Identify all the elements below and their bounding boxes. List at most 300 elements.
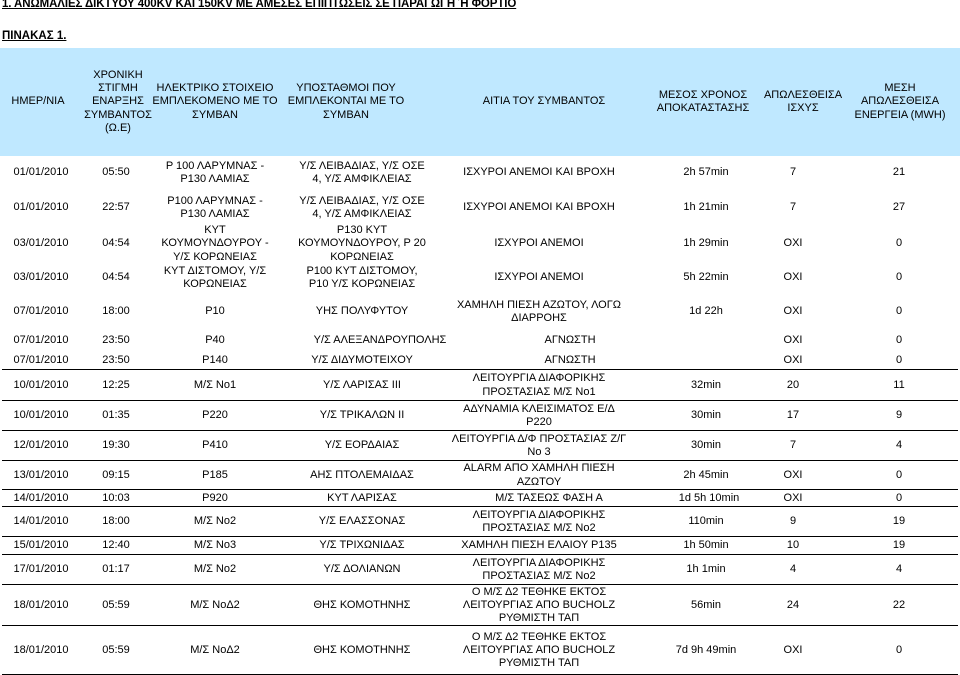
cell-line: Μ/Σ ΝοΔ2 [190,598,240,611]
cell-element [152,352,278,370]
cell-line: ΛΕΙΤΟΥΡΓΙΑΣ ΑΠΟ BUCHOLZ [462,643,616,656]
cell-energy [838,226,960,262]
cell-value: 03/01/2010 [13,237,69,250]
header-line: ΗΜΕΡ/ΝΙΑ [11,95,65,108]
cell-date [4,226,78,262]
cell-value: 4 [895,563,903,576]
cell-restore [664,585,748,626]
cell-line: Υ/Σ ΛΑΡΙΣΑΣ ΙΙΙ [323,378,401,391]
cell-value: 01:35 [102,409,130,422]
document-heading: 1. ΑΝΩΜΑΛΙΕΣ ΔΙΚΤΥΟΥ 400KV ΚΑΙ 150KV ΜΕ ΑΜΕΣΕΣ ΕΠΙΠΤΩΣΕΙΣ ΣΕ ΠΑΡΑΓΩΓΗ Ή ΦΟΡΤΙΟ [2,0,517,10]
cell-energy [838,352,960,370]
cell-cause [480,352,660,370]
cell-restore [664,226,748,262]
cell-power [748,156,838,190]
cell-value: 03/01/2010 [13,271,69,284]
cell-line: Ο Μ/Σ Δ2 ΤΕΘΗΚΕ ΕΚΤΟΣ [471,585,607,598]
cell-line: ΑΖΩΤΟΥ [516,475,562,488]
cell-value: 09:15 [102,468,130,481]
cell-value: 32min [691,378,721,391]
cell-value: 27 [892,201,906,214]
cell-value: 07/01/2010 [13,305,69,318]
cell-line: ΛΕΙΤΟΥΡΓΙΑ Δ/Φ ΠΡΟΣΤΑΣΙΑΣ Ζ/Γ [451,432,627,445]
header-line: ΑΠΟΚΑΤΑΣΤΑΣΗΣ [656,102,750,114]
header-line: ΣΥΜΒΑΝΤΟΣ [84,108,152,121]
cell-line: ΑΓΝΩΣΤΗ [544,354,596,367]
cell-power [748,330,838,352]
cell-line: ΘΗΣ ΚΟΜΟΤΗΝΗΣ [313,643,411,656]
cell-line: Υ/Σ ΤΡΙΚΑΛΩΝ ΙΙ [319,409,405,422]
cell-cause [444,190,634,226]
cell-line: Ρ 100 ΛΑΡΥΜΝΑΣ - [165,159,265,172]
cell-value: 19 [892,539,906,552]
cell-element [152,370,278,401]
cell-power [748,626,838,675]
cell-substations [280,156,444,190]
cell-line: ΚΟΥΜΟΥΝΔΟΥΡΟΥ - [161,237,269,250]
cell-line: Ρ410 [202,439,228,452]
cell-line: ΧΑΜΗΛΗ ΠΙΕΣΗ ΕΛΑΙΟΥ Ρ135 [461,539,617,552]
cell-power [748,226,838,262]
cell-line: Ρ185 [202,468,228,481]
cell-value: 110min [688,515,724,528]
cell-element [152,431,278,461]
cell-line: ΚΥΤ [204,224,226,237]
cell-line: ΠΡΟΣΤΑΣΙΑΣ Μ/Σ Νο2 [482,570,596,582]
cell-power [748,370,838,401]
header-line: ΙΣΧΥΣ [787,102,819,114]
cell-substations [280,226,444,262]
header-line: ΕΝΑΡΞΗΣ [92,95,144,108]
cell-power [748,461,838,490]
cell-cause [444,626,634,675]
cell-element [152,461,278,490]
cell-value: 18:00 [102,515,130,528]
cell-cause [444,537,634,555]
cell-substations [280,352,444,370]
cell-value: ΟΧΙ [783,643,803,656]
cell-value: 56min [691,598,721,611]
cell-value: 14/01/2010 [13,515,69,528]
cell-value: ΟΧΙ [783,354,803,367]
cell-power [748,507,838,537]
cell-power [748,537,838,555]
cell-value: 1h 29min [683,237,729,250]
cell-energy [838,330,960,352]
cell-restore [664,401,748,431]
cell-value: 10 [786,539,800,552]
cell-cause [444,490,654,507]
cell-value: 1d 5h 10min [678,491,740,504]
cell-line: Ρ130 ΛΑΜΙΑΣ [180,208,250,220]
cell-energy [838,190,960,226]
cell-time [80,294,152,330]
cell-power [748,262,838,294]
cell-substations [280,190,444,226]
cell-value: ΟΧΙ [783,334,803,347]
cell-value: 9 [789,515,797,528]
cell-line: Ρ100 ΛΑΡΥΜΝΑΣ - [167,194,263,207]
cell-line: 4, Υ/Σ ΑΜΦΙΚΛΕΙΑΣ [312,208,412,220]
cell-value: 12/01/2010 [13,439,69,452]
cell-element [152,294,278,330]
cell-energy [838,490,960,507]
cell-value: 07/01/2010 [13,354,69,367]
cell-substations [280,490,444,507]
cell-line: Ο Μ/Σ Δ2 ΤΕΘΗΚΕ ΕΚΤΟΣ [471,630,607,643]
cell-time [80,401,152,431]
cell-value: 07/01/2010 [13,334,69,347]
cell-cause [444,370,634,401]
cell-date [4,555,78,585]
cell-element [152,330,278,352]
cell-line: ΠΡΟΣΤΑΣΙΑΣ Μ/Σ Νο1 [482,385,596,398]
cell-date [4,490,78,507]
cell-cause [444,262,634,294]
cell-substations [280,401,444,431]
table-label: ΠΙΝΑΚΑΣ 1. [2,30,67,42]
cell-restore [664,370,748,401]
cell-power [748,190,838,226]
header-line: ΣΥΜΒΑΝ [323,108,369,121]
cell-value: ΟΧΙ [783,271,803,284]
cell-restore [664,190,748,226]
cell-time [80,226,152,262]
cell-value: 05:59 [102,643,130,656]
cell-element [152,401,278,431]
cell-substations [280,294,444,330]
cell-line: ALARM ΑΠΟ ΧΑΜΗΛΗ ΠΙΕΣΗ [463,462,615,475]
cell-date [4,190,78,226]
cell-line: ΡΥΘΜΙΣΤΗ ΤΑΠ [498,612,580,625]
cell-restore [664,537,748,555]
cell-line: ΚΥΤ ΔΙΣΤΟΜΟΥ, Υ/Σ [163,264,267,277]
cell-value: 20 [786,378,800,391]
header-line: ΣΥΜΒΑΝ [192,108,238,121]
cell-time [80,461,152,490]
cell-power [748,352,838,370]
cell-power [748,585,838,626]
cell-line: Ρ220 [202,409,228,422]
cell-cause [444,585,634,626]
cell-substations [280,262,444,294]
cell-restore [664,431,748,461]
cell-time [80,555,152,585]
header-line: ΗΛΕΚΤΡΙΚΟ ΣΤΟΙΧΕΙΟ [156,82,274,95]
cell-value: 7 [789,439,797,452]
cell-line: Υ/Σ ΕΛΑΣΣΟΝΑΣ [318,515,406,528]
cell-line: Μ/Σ ΝοΔ2 [190,643,240,656]
header-line: ΑΠΩΛΕΣΘΕΙΣΑ [763,88,843,101]
header-line: ΑΠΩΛΕΣΘΕΙΣΑ [860,95,940,108]
cell-date [4,626,78,675]
cell-substations [280,370,444,401]
cell-cause [444,226,634,262]
cell-restore [664,294,748,330]
cell-restore [664,262,748,294]
cell-value: 22 [892,598,906,611]
cell-line: Υ/Σ ΔΙΔΥΜΟΤΕΙΧΟΥ [311,354,413,367]
cell-value: 19:30 [102,439,130,452]
cell-line: Ρ10 Υ/Σ ΚΟΡΩΝΕΙΑΣ [308,278,416,290]
cell-line: Υ/Σ ΑΛΕΞΑΝΔΡΟΥΠΟΛΗΣ [313,334,447,347]
cell-value: 18/01/2010 [13,643,69,656]
cell-time [80,156,152,190]
cell-element [152,507,278,537]
cell-value: 0 [895,354,903,367]
cell-power [748,401,838,431]
cell-cause [444,555,634,585]
cell-substations [280,461,444,490]
cell-time [80,352,152,370]
cell-value: ΟΧΙ [783,305,803,318]
cell-line: ΥΗΣ ΠΟΛΥΦΥΤΟΥ [315,305,409,318]
cell-restore [664,330,748,352]
cell-line: ΑΔΥΝΑΜΙΑ ΚΛΕΙΣΙΜΑΤΟΣ Ε/Δ [463,402,615,415]
cell-value: 10/01/2010 [13,378,69,391]
cell-value: 10:03 [102,491,130,504]
cell-energy [838,537,960,555]
cell-line: Μ/Σ Νο1 [193,378,237,391]
cell-line: Ρ140 [202,354,228,367]
cell-value: 30min [691,439,721,452]
cell-date [4,585,78,626]
cell-substations [280,626,444,675]
cell-restore [664,507,748,537]
cell-line: ΑΓΝΩΣΤΗ [544,334,596,347]
cell-value: 23:50 [102,354,130,367]
cell-date [4,352,78,370]
header-line: ΥΠΟΣΤΑΘΜΟΙ ΠΟΥ [296,82,396,95]
cell-line: Υ/Σ ΛΕΙΒΑΔΙΑΣ, Υ/Σ ΟΣΕ [299,194,425,207]
cell-value: 01:17 [102,563,130,576]
cell-value: 1h 21min [683,201,729,214]
cell-date [4,537,78,555]
cell-date [4,431,78,461]
cell-substations [280,507,444,537]
cell-energy [838,294,960,330]
cell-element [152,156,278,190]
cell-date [4,370,78,401]
header-line: ΕΜΠΛΕΚΟΝΤΑΙ ΜΕ ΤΟ [287,95,405,108]
cell-energy [838,370,960,401]
cell-value: 24 [786,598,800,611]
cell-value: 19 [892,515,906,528]
cell-line: Υ/Σ ΕΟΡΔΑΙΑΣ [324,439,400,452]
cell-element [152,190,278,226]
cell-value: 13/01/2010 [13,468,69,481]
cell-line: Ρ130 ΛΑΜΙΑΣ [180,173,250,185]
cell-element [152,490,278,507]
cell-line: ΚΥΤ ΛΑΡΙΣΑΣ [327,491,397,504]
header-line: ΜΕΣΟΣ ΧΡΟΝΟΣ [658,88,748,101]
cell-restore [664,555,748,585]
cell-line: ΑΗΣ ΠΤΟΛΕΜΑΙΔΑΣ [310,468,414,481]
cell-date [4,156,78,190]
cell-energy [838,431,960,461]
cell-time [80,190,152,226]
header-line: ΧΡΟΝΙΚΗ [93,68,143,81]
cell-cause [444,294,634,330]
cell-substations [280,330,480,352]
cell-value: 05:50 [102,166,130,179]
cell-date [4,507,78,537]
cell-value: 12:25 [102,378,130,391]
cell-cause [444,156,634,190]
cell-line: ΔΙΑΡΡΟΗΣ [511,312,567,324]
cell-line: ΙΣΧΥΡΟΙ ΑΝΕΜΟΙ [494,237,584,250]
cell-line: ΚΟΥΜΟΥΝΔΟΥΡΟΥ, Ρ 20 [298,237,426,250]
cell-line: Μ/Σ Νο2 [193,563,237,576]
cell-date [4,330,78,352]
cell-time [80,262,152,294]
cell-value: 5h 22min [683,271,729,284]
cell-line: ΘΗΣ ΚΟΜΟΤΗΝΗΣ [313,598,411,611]
cell-power [748,555,838,585]
cell-value: 18:00 [102,305,130,318]
cell-cause [444,431,634,461]
cell-element [152,226,278,262]
cell-value: ΟΧΙ [783,491,803,504]
cell-value: 7 [789,201,797,214]
cell-date [4,461,78,490]
cell-cause [444,461,634,490]
cell-value: 14/01/2010 [13,491,69,504]
cell-value: 01/01/2010 [13,166,69,179]
cell-time [80,330,152,352]
cell-line: Ρ220 [526,416,552,428]
cell-element [152,537,278,555]
cell-value: 17 [786,409,800,422]
cell-cause [444,401,634,431]
cell-substations [280,555,444,585]
header-line: ΜΕΣΗ [884,82,916,95]
cell-line: Μ/Σ ΤΑΣΕΩΣ ΦΑΣΗ Α [495,491,603,504]
cell-line: ΛΕΙΤΟΥΡΓΙΑ ΔΙΑΦΟΡΙΚΗΣ [472,372,606,385]
cell-time [80,626,152,675]
header-line: ΣΤΙΓΜΗ [98,82,138,95]
header-line: (Ω.Ε) [105,121,131,134]
cell-energy [838,401,960,431]
cell-value: 2h 45min [683,468,729,481]
cell-restore [664,461,748,490]
header-line: ΑΙΤΙΑ ΤΟΥ ΣΥΜΒΑΝΤΟΣ [482,95,606,108]
cell-value: 9 [895,409,903,422]
cell-value: 1d 22h [689,305,723,318]
cell-line: Υ/Σ ΤΡΙΧΩΝΙΔΑΣ [319,539,405,552]
cell-value: 17/01/2010 [13,563,69,576]
cell-value: 4 [895,439,903,452]
cell-power [748,294,838,330]
cell-line: Μ/Σ Νο3 [193,539,237,552]
cell-value: 1h 1min [686,563,726,576]
cell-value: 22:57 [102,201,130,214]
cell-value: 30min [691,409,721,422]
cell-line: Ρ10 [205,305,225,318]
cell-value: 18/01/2010 [13,598,69,611]
cell-line: Μ/Σ Νο2 [193,515,237,528]
cell-value: 04:54 [102,237,130,250]
cell-value: 7 [789,166,797,179]
cell-line: ΙΣΧΥΡΟΙ ΑΝΕΜΟΙ ΚΑΙ ΒΡΟΧΗ [463,201,615,214]
cell-line: ΙΣΧΥΡΟΙ ΑΝΕΜΟΙ ΚΑΙ ΒΡΟΧΗ [463,166,615,179]
header-line: ΕΜΠΛΕΚΟΜΕΝΟ ΜΕ ΤΟ [152,95,278,108]
cell-time [80,431,152,461]
cell-line: Νο 3 [527,446,551,458]
cell-line: Ρ40 [205,334,225,347]
cell-time [80,370,152,401]
cell-value: 4 [789,563,797,576]
cell-line: ΚΟΡΩΝΕΙΑΣ [183,278,247,290]
cell-restore [664,156,748,190]
cell-energy [838,507,960,537]
cell-date [4,294,78,330]
cell-value: 15/01/2010 [13,539,69,552]
cell-date [4,401,78,431]
cell-time [80,585,152,626]
cell-line: ΡΥΘΜΙΣΤΗ ΤΑΠ [498,657,580,670]
cell-date [4,262,78,294]
cell-line: ΧΑΜΗΛΗ ΠΙΕΣΗ ΑΖΩΤΟΥ, ΛΟΓΩ [456,298,622,311]
cell-line: ΚΟΡΩΝΕΙΑΣ [330,250,394,263]
cell-value: 0 [895,305,903,318]
cell-line: Υ/Σ ΛΕΙΒΑΔΙΑΣ, Υ/Σ ΟΣΕ [299,159,425,172]
cell-substations [280,585,444,626]
cell-line: ΙΣΧΥΡΟΙ ΑΝΕΜΟΙ [494,271,584,284]
cell-energy [838,156,960,190]
cell-line: Ρ100 ΚΥΤ ΔΙΣΤΟΜΟΥ, [306,264,418,277]
cell-element [152,555,278,585]
cell-element [152,585,278,626]
cell-value: 05:59 [102,598,130,611]
cell-value: 0 [895,468,903,481]
cell-energy [838,626,960,675]
cell-time [80,507,152,537]
cell-value: ΟΧΙ [783,237,803,250]
cell-time [80,490,152,507]
cell-value: 23:50 [102,334,130,347]
cell-line: ΠΡΟΣΤΑΣΙΑΣ Μ/Σ Νο2 [482,522,596,534]
cell-value: 0 [895,643,903,656]
cell-energy [838,555,960,585]
cell-value: 11 [893,378,905,391]
cell-value: 0 [895,271,903,284]
cell-value: 1h 50min [683,539,729,552]
cell-line: Ρ920 [202,491,228,504]
cell-element [152,262,278,294]
cell-line: Υ/Σ ΔΟΛΙΑΝΩΝ [323,563,401,576]
cell-value: ΟΧΙ [783,468,803,481]
cell-restore [664,352,748,370]
cell-value: 10/01/2010 [13,409,69,422]
cell-restore [664,626,748,675]
cell-line: ΛΕΙΤΟΥΡΓΙΑ ΔΙΑΦΟΡΙΚΗΣ [472,556,606,569]
cell-power [748,431,838,461]
cell-substations [280,431,444,461]
cell-value: 0 [895,237,903,250]
cell-line: Υ/Σ ΚΟΡΩΝΕΙΑΣ [173,250,257,263]
cell-substations [280,537,444,555]
cell-line: Ρ130 ΚΥΤ [336,224,388,237]
cell-cause [444,507,634,537]
cell-time [80,537,152,555]
cell-power [748,490,838,507]
cell-line: 4, Υ/Σ ΑΜΦΙΚΛΕΙΑΣ [312,173,412,185]
cell-value: 12:40 [102,539,130,552]
cell-element [152,626,278,675]
cell-line: ΛΕΙΤΟΥΡΓΙΑΣ ΑΠΟ BUCHOLZ [462,598,616,611]
cell-energy [838,585,960,626]
